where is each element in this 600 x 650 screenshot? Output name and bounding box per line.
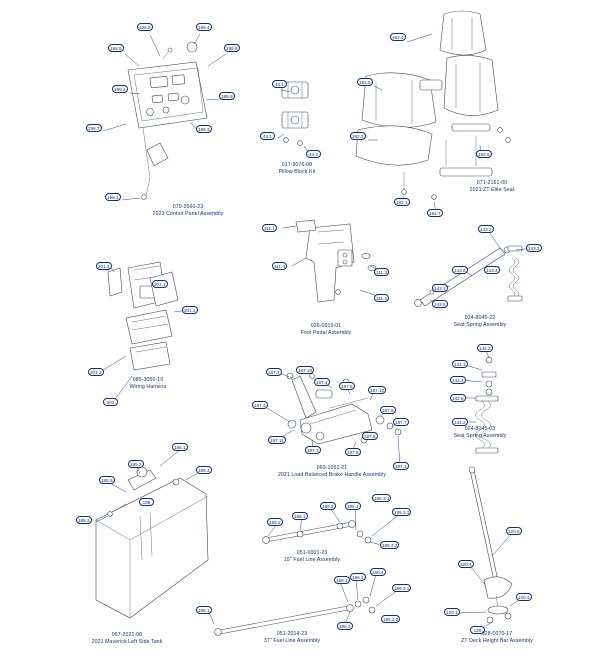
callout-187-10-b[interactable]: 187.10 bbox=[370, 388, 385, 393]
callout-44-1-b[interactable]: 44.1 bbox=[260, 132, 275, 140]
callout-143-3[interactable]: 143.3 bbox=[528, 246, 540, 251]
callout-111-4[interactable]: 111.4 bbox=[272, 262, 287, 270]
caption-control-panel: 079-3560-23 2023 Control Panel Assembly bbox=[152, 204, 224, 217]
wiring-harness-art bbox=[108, 262, 178, 370]
callout-187-10-a[interactable]: 187.10 bbox=[298, 368, 313, 373]
foot-pedal-art bbox=[296, 220, 376, 302]
callout-198-6[interactable]: 198.6 bbox=[139, 25, 151, 30]
callout-201-1-a[interactable]: 201.1 bbox=[98, 264, 110, 269]
callout-187-8[interactable]: 187.8 bbox=[382, 408, 394, 413]
callout-120-5[interactable]: 120.5 bbox=[508, 529, 520, 534]
callout-198-3[interactable]: 198.3 bbox=[198, 127, 210, 132]
callout-201-2-a[interactable]: 201.2 bbox=[184, 308, 196, 313]
callout-187-11[interactable]: 187.11 bbox=[270, 438, 284, 443]
fuel-line-37-art bbox=[215, 597, 375, 635]
callout-line37-186-2[interactable]: 186.2 bbox=[339, 624, 351, 629]
caption-fuel-tank: 067-2021-00 2021 Maverick Left Side Tank bbox=[91, 632, 163, 645]
callout-line15-185-2b[interactable]: 185.2 bbox=[322, 504, 334, 509]
caption-wiring-harness: 085-3050-19 Wiring Harness bbox=[129, 377, 167, 390]
fuel-tank-art bbox=[96, 467, 208, 618]
callout-line15-185-3-1b[interactable]: 185.3.1 bbox=[394, 510, 410, 515]
callout-185-3[interactable]: 185.3 bbox=[78, 518, 90, 523]
elite-seat-art bbox=[356, 11, 510, 199]
callout-187-3-b[interactable]: 187.3 bbox=[307, 448, 319, 453]
callout-187-6[interactable]: 187.6 bbox=[364, 434, 376, 439]
callout-185-5[interactable]: 185.5 bbox=[101, 478, 113, 483]
callout-192-3[interactable]: 192.3 bbox=[352, 134, 364, 139]
callout-185-1-a[interactable]: 185.1 bbox=[174, 445, 186, 450]
callout-185-4[interactable]: 185.4 bbox=[198, 468, 210, 473]
callout-143-5[interactable]: 143.5 bbox=[434, 302, 446, 307]
callout-198-8[interactable]: 198.8 bbox=[226, 46, 238, 51]
callout-142-4[interactable]: 142.4 bbox=[452, 378, 464, 383]
caption-pillow-block: 017-9076-00 Pillow Block Kit bbox=[278, 162, 316, 175]
callout-line37-186-3-2[interactable]: 186.3.2 bbox=[383, 617, 399, 622]
callout-120-4[interactable]: 120.4 bbox=[460, 562, 472, 567]
callout-198-2[interactable]: 198.2 bbox=[114, 87, 126, 92]
callout-44-1-a[interactable]: 44.1 bbox=[272, 80, 287, 88]
callout-185[interactable]: 185 bbox=[139, 498, 154, 506]
callout-line37-186-1a[interactable]: 186.1 bbox=[352, 575, 364, 580]
callout-187-1[interactable]: 187.1 bbox=[395, 464, 407, 469]
callout-187-7[interactable]: 187.7 bbox=[395, 420, 407, 425]
pillow-block-art bbox=[282, 82, 308, 145]
callout-111-3[interactable]: 111.3 bbox=[374, 268, 389, 276]
callout-120[interactable]: 120 bbox=[470, 626, 485, 634]
callout-187-5[interactable]: 187.5 bbox=[341, 384, 353, 389]
caption-foot-pedal: 026-0019-01 Foot Pedal Assembly bbox=[300, 323, 352, 336]
callout-142-5[interactable]: 142.5 bbox=[452, 396, 464, 401]
callout-142-3[interactable]: 142.3 bbox=[479, 346, 491, 351]
callout-192-5[interactable]: 192.5 bbox=[359, 80, 371, 85]
callout-line37-186-3-1[interactable]: 186.3.1 bbox=[394, 586, 410, 591]
callout-120-3[interactable]: 120.3 bbox=[518, 595, 530, 600]
callout-192-1[interactable]: 192.1 bbox=[396, 200, 408, 205]
callout-185-1-b[interactable]: 185.1 bbox=[198, 608, 210, 613]
callout-198-5[interactable]: 198.5 bbox=[110, 46, 122, 51]
caption-seat-spring-lower: 024-8045-03 Seat Spring Assembly bbox=[453, 426, 507, 439]
callout-line15-185-3-1a[interactable]: 185.3.1 bbox=[374, 496, 390, 501]
callout-198-1[interactable]: 198.1 bbox=[107, 195, 119, 200]
caption-brake-handle: 069-1051-21 2021 Load Balanced Brake Handle Assembly bbox=[277, 465, 387, 478]
callout-line37-186-1b[interactable]: 186.1 bbox=[336, 578, 348, 583]
callout-line37-186-4[interactable]: 186.4 bbox=[372, 570, 384, 575]
callout-111-1[interactable]: 111.1 bbox=[262, 224, 277, 232]
caption-fuel-line-37: 051-2014-23 37" Fuel Line Assembly bbox=[263, 631, 321, 644]
callout-187-2[interactable]: 187.2 bbox=[268, 370, 280, 375]
caption-elite-seat: 071-2161-00 2021 ZT Elite Seat bbox=[469, 180, 515, 193]
callout-120-1[interactable]: 120.1 bbox=[446, 610, 458, 615]
callout-142-1[interactable]: 142.1 bbox=[454, 362, 466, 367]
deck-height-bar-art bbox=[469, 467, 512, 623]
callout-142-2[interactable]: 142.2 bbox=[454, 420, 466, 425]
callout-line15-185-2a[interactable]: 185.2 bbox=[269, 520, 281, 525]
callout-line15-185-3-2[interactable]: 185.3.2 bbox=[382, 543, 398, 548]
callout-line15-185-1[interactable]: 185.1 bbox=[294, 514, 306, 519]
caption-fuel-line-15: 051-0001-23 15" Fuel Line Assembly bbox=[283, 550, 341, 563]
callout-198-7[interactable]: 198.7 bbox=[88, 126, 100, 131]
callout-185-2[interactable]: 185.2 bbox=[130, 462, 142, 467]
control-panel-art bbox=[128, 42, 207, 199]
caption-seat-spring-upper: 024-8045-22 Seat Spring Assembly bbox=[453, 315, 507, 328]
callout-192-4[interactable]: 192.4 bbox=[392, 35, 404, 40]
callout-143-1[interactable]: 143.1 bbox=[434, 286, 446, 291]
callout-187-9[interactable]: 187.9 bbox=[347, 450, 359, 455]
seat-spring-upper-art bbox=[415, 246, 522, 306]
callout-201-2-b[interactable]: 201.2 bbox=[90, 370, 102, 375]
callout-201-1-b[interactable]: 201.1 bbox=[154, 282, 166, 287]
callout-192-6[interactable]: 192.6 bbox=[478, 152, 490, 157]
callout-198-4[interactable]: 198.4 bbox=[198, 25, 210, 30]
callout-187-4[interactable]: 187.4 bbox=[316, 380, 328, 385]
callout-143-2[interactable]: 143.2 bbox=[480, 227, 492, 232]
callout-111-2[interactable]: 111.2 bbox=[374, 294, 389, 302]
callout-line15-185-4[interactable]: 185.4 bbox=[347, 504, 359, 509]
callout-143-4[interactable]: 143.4 bbox=[486, 268, 498, 273]
callout-199-9[interactable]: 199.9 bbox=[221, 94, 233, 99]
caption-deck-height-bar: 028-0070-17 ZT Deck Height Bar Assembly bbox=[461, 631, 533, 644]
callout-143-6[interactable]: 143.6 bbox=[454, 268, 466, 273]
callout-187-3-a[interactable]: 187.3 bbox=[254, 403, 266, 408]
callout-192-7[interactable]: 192.7 bbox=[429, 211, 441, 216]
callout-201[interactable]: 201 bbox=[103, 398, 118, 406]
callout-44-2[interactable]: 44.2 bbox=[306, 150, 321, 158]
